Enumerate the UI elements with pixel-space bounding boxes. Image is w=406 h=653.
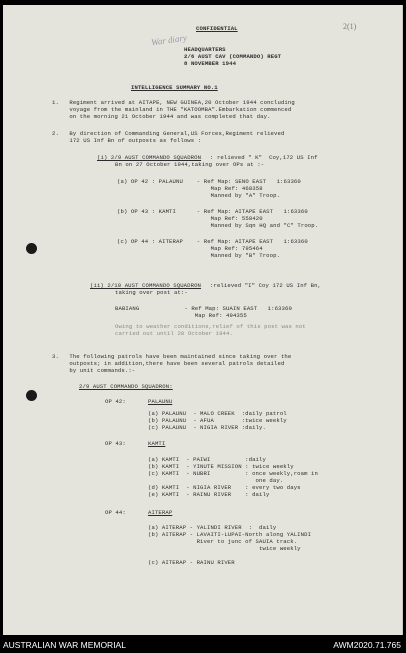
op42-line-3: Manned by "A" Troop. xyxy=(117,192,281,199)
section-ii-line-2: taking over post at:- xyxy=(115,289,188,296)
op44-line-2: Map Ref: 795464 xyxy=(117,245,263,252)
page-mark: 2(1) xyxy=(343,22,357,31)
weather-note-2: carried out until 28 October 1944. xyxy=(115,330,233,337)
header-line-3: 8 NOVEMBER 1944 xyxy=(184,60,237,67)
op43-patrol-c: (c) KAMTI - NUBRI : once weekly,roam in xyxy=(148,470,318,477)
op44-patrol-a: (a) AITERAP - YALINDI RIVER : daily xyxy=(148,524,277,531)
section-ii-text: :relieved "I" Coy 172 US Inf Bn, xyxy=(210,282,322,289)
op44-patrol-head: OP 44: xyxy=(105,509,126,516)
op44-patrol-place: AITERAP xyxy=(148,509,173,516)
header-line-1: HEADQUARTERS xyxy=(184,46,226,53)
section-ii-heading: (ii) 2/10 AUST COMMANDO SQUADRON xyxy=(90,282,202,289)
squadron-heading: 2/9 AUST COMMANDO SQUADRON: xyxy=(79,383,173,390)
babiang-line-2: Map Ref: 494355 xyxy=(115,312,247,319)
footer-reference: AWM2020.71.765 xyxy=(333,640,401,650)
op43-line-1: (b) OP 43 : KAMTI - Ref Map: AITAPE EAST 1:63360 xyxy=(117,208,308,215)
section-i-text: : relieved " K" Coy,172 US Inf xyxy=(210,154,318,161)
para1-line-2: voyage from the mainland in THE "KATOOMBA".Embarkation commenced xyxy=(52,106,292,113)
op42-patrol-a: (a) PALAUNU - MALO CREEK :daily patrol xyxy=(148,410,287,417)
classification: CONFIDENTIAL xyxy=(196,25,238,32)
section-i-heading: (i) 2/9 AUST COMMANDO SQUADRON xyxy=(97,154,202,161)
op43-patrol-e: (e) KAMTI - RAINU RIVER : daily xyxy=(148,491,270,498)
para1-line-3: on the morning 21 October 1944 and was completed that day. xyxy=(52,113,271,120)
para3-line-3: by unit commands.:- xyxy=(52,367,136,374)
weather-note-1: Owing to weather conditions,relief of this post was not xyxy=(115,323,306,330)
op43-patrol-place: KAMTI xyxy=(148,440,166,447)
op44-patrol-c: (c) AITERAP - RAINU RIVER xyxy=(148,559,235,566)
op44-patrol-b-cont: River to junc of SAUIA track. xyxy=(148,538,298,545)
punch-hole xyxy=(26,390,37,401)
footer-source: AUSTRALIAN WAR MEMORIAL xyxy=(3,640,126,650)
document-page xyxy=(3,5,403,635)
op44-line-3: Manned by "B" Troop. xyxy=(117,252,281,259)
para2-line-1: 2. By direction of Commanding General,US Forces,Regiment relieved xyxy=(52,130,285,137)
op43-line-2: Map Ref: 558420 xyxy=(117,215,263,222)
punch-hole xyxy=(26,243,37,254)
para3-line-1: 3. The following patrols have been maintained since taking over the xyxy=(52,353,292,360)
op44-patrol-b: (b) AITERAP - LAVAITI-LUPAI-North along YALINDI xyxy=(148,531,312,538)
op42-patrol-place: PALAUNU xyxy=(148,398,173,405)
op43-line-3: Manned by Sqn HQ and "C" Troop. xyxy=(117,222,319,229)
op43-patrol-d: (d) KAMTI - NIGIA RIVER : every two days xyxy=(148,484,301,491)
archive-footer xyxy=(0,637,406,653)
header-line-2: 2/6 AUST CAV (COMMANDO) REGT xyxy=(184,53,282,60)
op43-patrol-b: (b) KAMTI - YINUTE MISSION : twice weekly xyxy=(148,463,294,470)
document-title: INTELLIGENCE SUMMARY NO.1 xyxy=(131,84,218,91)
handwritten-note: War diary xyxy=(150,32,188,48)
para1-line-1: 1. Regiment arrived at AITAPE, NEW GUINEA,20 October 1944 concluding xyxy=(52,99,295,106)
op44-line-1: (c) OP 44 : AITERAP - Ref Map: AITAPE EAST 1:63360 xyxy=(117,238,308,245)
op42-patrol-b: (b) PALAUNU - AFUA :twice weekly xyxy=(148,417,287,424)
op43-patrol-a: (a) KAMTI - PAIWI :daily xyxy=(148,456,266,463)
op43-patrol-c-cont: one day. xyxy=(148,477,284,484)
op42-line-1: (a) OP 42 : PALAUNU - Ref Map: SENO EAST 1:63360 xyxy=(117,178,301,185)
section-i-line-2: Bn on 27 October 1944,taking over OPs at :- xyxy=(115,161,265,168)
para2-line-2: 172 US Inf Bn of outposts as follows : xyxy=(52,137,202,144)
op42-line-2: Map Ref: 468358 xyxy=(117,185,263,192)
para3-line-2: outposts; in addition,there have been several patrols detailed xyxy=(52,360,285,367)
op43-patrol-head: OP 43: xyxy=(105,440,126,447)
op44-patrol-b-freq: twice weekly xyxy=(148,545,301,552)
op42-patrol-head: OP 42: xyxy=(105,398,126,405)
op42-patrol-c: (c) PALAUNU - NIGIA RIVER :daily. xyxy=(148,424,266,431)
babiang-line-1: BABIANG - Ref Map: SUAIN EAST 1:63360 xyxy=(115,305,292,312)
